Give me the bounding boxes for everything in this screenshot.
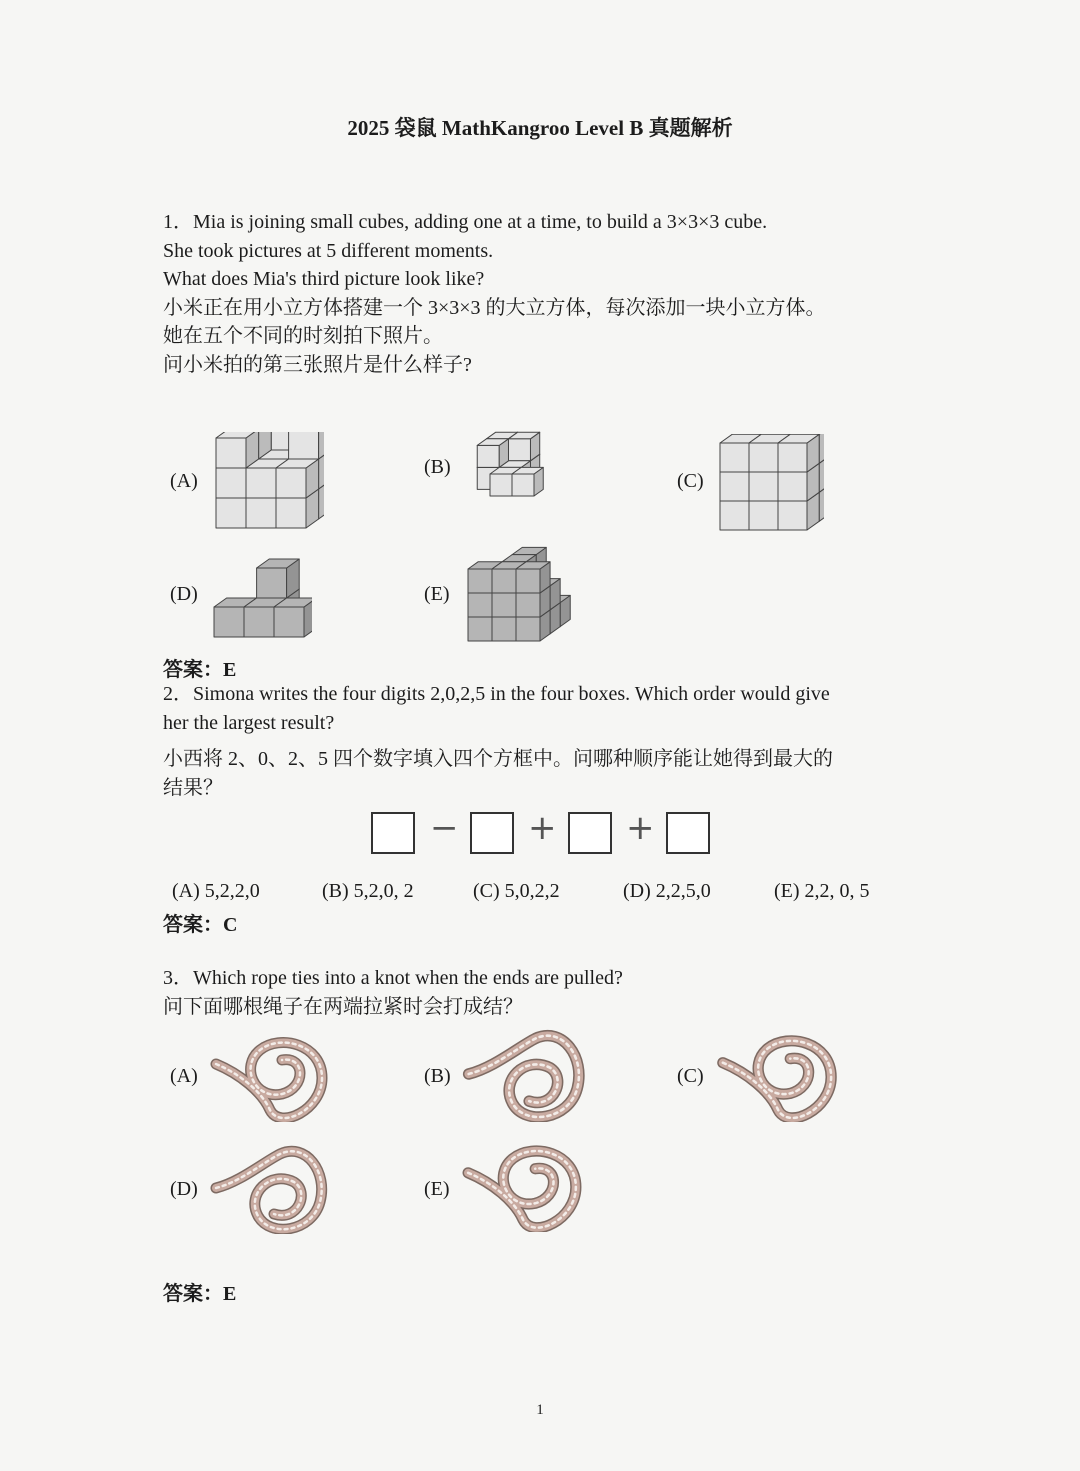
q3-option-b-label: (B) bbox=[424, 1065, 451, 1087]
plus-operator: + bbox=[626, 808, 655, 848]
question-3-text bbox=[163, 964, 623, 1021]
question-2-line: her the largest result? bbox=[163, 711, 335, 734]
q1-option-e-label: (E) bbox=[424, 583, 450, 605]
q1-option-a-label: (A) bbox=[170, 470, 198, 492]
q3-option-a-rope-figure bbox=[210, 1030, 330, 1122]
question-3-line: 问下面哪根绳子在两端拉紧时会打成结？ bbox=[163, 995, 523, 1018]
q2-choice-e: (E) 2,2, 0, 5 bbox=[774, 880, 870, 902]
minus-operator: − bbox=[430, 808, 459, 848]
q3-option-d-rope-figure bbox=[210, 1142, 330, 1234]
q1-option-d-cubes-figure bbox=[212, 553, 312, 641]
question-1-line: What does Mia's third picture look like? bbox=[163, 268, 485, 290]
q1-option-d-label: (D) bbox=[170, 583, 198, 605]
q2-choice-c: (C) 5,0,2,2 bbox=[473, 880, 560, 902]
q2-choice-b: (B) 5,2,0, 2 bbox=[322, 880, 414, 902]
question-1-line: 小米正在用小立方体搭建一个 3×3×3 的大立方体，每次添加一块小立方体。 bbox=[163, 296, 826, 319]
question-1-answer: 答案：E bbox=[163, 659, 237, 681]
plus-operator: + bbox=[528, 808, 557, 848]
page-number: 1 bbox=[536, 1402, 544, 1418]
q1-option-b-cubes-figure bbox=[464, 430, 576, 502]
question-2-line: 结果？ bbox=[163, 776, 223, 799]
q3-option-b-rope-figure bbox=[462, 1026, 588, 1122]
question-1-line: 1．Mia is joining small cubes, adding one at a time, to build a 3×3×3 cube. bbox=[163, 211, 768, 233]
q3-option-c-rope-figure bbox=[716, 1028, 840, 1122]
q1-option-c-label: (C) bbox=[677, 470, 704, 492]
q2-choice-a: (A) 5,2,2,0 bbox=[172, 880, 260, 902]
q3-option-c-label: (C) bbox=[677, 1065, 704, 1087]
q1-option-b-label: (B) bbox=[424, 456, 451, 478]
digit-box-4 bbox=[666, 812, 710, 854]
q1-option-e-cubes-figure bbox=[464, 545, 574, 645]
q3-option-a-label: (A) bbox=[170, 1065, 198, 1087]
question-1-line: 她在五个不同的时刻拍下照片。 bbox=[163, 325, 443, 347]
q3-option-d-label: (D) bbox=[170, 1178, 198, 1200]
q2-choice-d: (D) 2,2,5,0 bbox=[623, 880, 711, 902]
question-2-text bbox=[163, 680, 833, 802]
question-3-line: 3．Which rope ties into a knot when the ends are pulled? bbox=[163, 967, 623, 989]
question-1-line: She took pictures at 5 different moments. bbox=[163, 239, 494, 262]
page-title: 2025 袋鼠 MathKangroo Level B 真题解析 bbox=[347, 116, 733, 140]
digit-box-2 bbox=[470, 812, 514, 854]
q1-option-c-cubes-figure bbox=[716, 434, 824, 534]
question-2-line: 2．Simona writes the four digits 2,0,2,5 in the four boxes. Which order would give bbox=[163, 683, 830, 705]
question-2-line: 小西将 2、0、2、5 四个数字填入四个方框中。问哪种顺序能让她得到最大的 bbox=[163, 748, 833, 770]
q3-option-e-rope-figure bbox=[462, 1138, 584, 1232]
q3-option-e-label: (E) bbox=[424, 1178, 450, 1200]
question-2-answer: 答案：C bbox=[163, 914, 238, 936]
question-3-answer: 答案：E bbox=[163, 1283, 237, 1305]
q1-option-a-cubes-figure bbox=[212, 432, 324, 534]
question-1-line: 问小米拍的第三张照片是什么样子? bbox=[163, 353, 472, 376]
digit-box-3 bbox=[568, 812, 612, 854]
question-1-text bbox=[163, 208, 826, 379]
digit-box-1 bbox=[371, 812, 415, 854]
